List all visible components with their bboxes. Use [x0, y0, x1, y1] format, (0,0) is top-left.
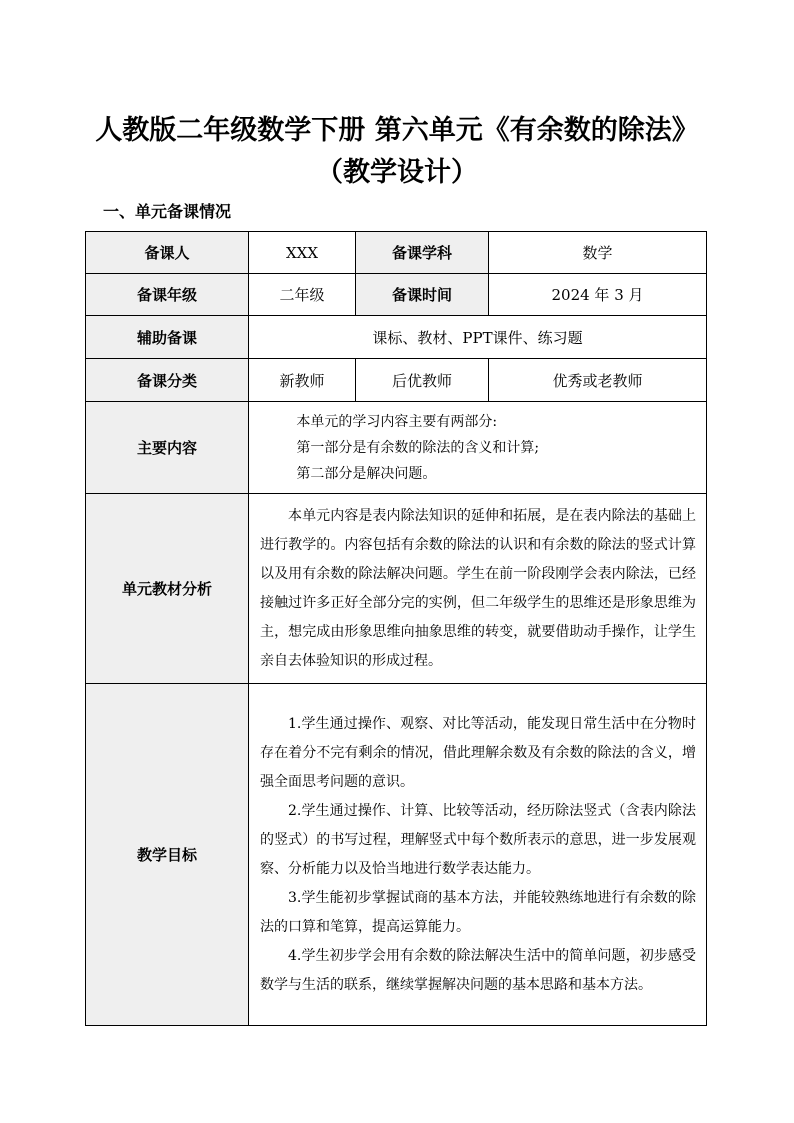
content-label: 主要内容 — [86, 402, 249, 494]
category-excellent: 优秀或老教师 — [489, 359, 707, 402]
content-cell — [249, 402, 707, 494]
grade-label: 备课年级 — [86, 274, 249, 316]
analysis-cell — [249, 494, 707, 684]
goal-item: 1.学生通过操作、观察、对比等活动，能发现日常生活中在分物时存在着分不完有剩余的情况，借此理解余数及有余数的除法的含义，增强全面思考问题的意识。 — [260, 715, 696, 790]
goal-item: 2.学生通过操作、计算、比较等活动，经历除法竖式（含表内除法的竖式）的书写过程，理解竖式中每个数所表示的意思，进一步发展观察、分析能力以及恰当地进行数学表达能力。 — [260, 802, 696, 877]
aux-label: 辅助备课 — [86, 316, 249, 359]
goals-cell — [249, 684, 707, 1026]
category-label: 备课分类 — [86, 359, 249, 402]
grade-value: 二年级 — [249, 274, 356, 316]
document-subtitle: （教学设计） — [316, 157, 478, 188]
goal-item: 4.学生初步学会用有余数的除法解决生活中的简单问题，初步感受数学与生活的联系，继续掌握解决问题的基本思路和基本方法。 — [260, 947, 696, 993]
content-line: 本单元的学习内容主要有两部分: — [296, 413, 498, 430]
teacher-label: 备课人 — [86, 232, 249, 274]
goal-item: 3.学生能初步掌握试商的基本方法，并能较熟练地进行有余数的除法的口算和笔算，提高运算能力。 — [260, 889, 696, 935]
section-heading: 一、单元备课情况 — [103, 202, 232, 221]
time-label: 备课时间 — [356, 274, 489, 316]
document-title: 人教版二年级数学下册 第六单元《有余数的除法》 — [95, 115, 699, 146]
aux-value: 课标、教材、PPT课件、练习题 — [249, 316, 707, 359]
teacher-value: XXX — [249, 232, 356, 274]
category-improved: 后优教师 — [356, 359, 489, 402]
category-new: 新教师 — [249, 359, 356, 402]
time-value: 2024 年 3 月 — [489, 274, 707, 316]
subject-label: 备课学科 — [356, 232, 489, 274]
goals-label: 教学目标 — [86, 684, 249, 1026]
analysis-text: 本单元内容是表内除法知识的延伸和拓展，是在表内除法的基础上进行教学的。内容包括有余数的除法的认识和有余数的除法的竖式计算以及用有余数的除法解决问题。学生在前一阶段刚学会表内除法，已经接触过许多正好全部分完的实例，但二年级学生的思维还是形象思维为主，想完成由形象思维向抽象思维的转变，就要借助动手操作，让学生亲自去体验知识的形成过程。 — [260, 507, 696, 669]
subject-value: 数学 — [489, 232, 707, 274]
lesson-plan-table — [85, 231, 707, 1026]
content-line: 第二部分是解决问题。 — [296, 465, 437, 482]
content-line: 第一部分是有余数的除法的含义和计算; — [296, 439, 540, 456]
analysis-label: 单元教材分析 — [86, 494, 249, 684]
